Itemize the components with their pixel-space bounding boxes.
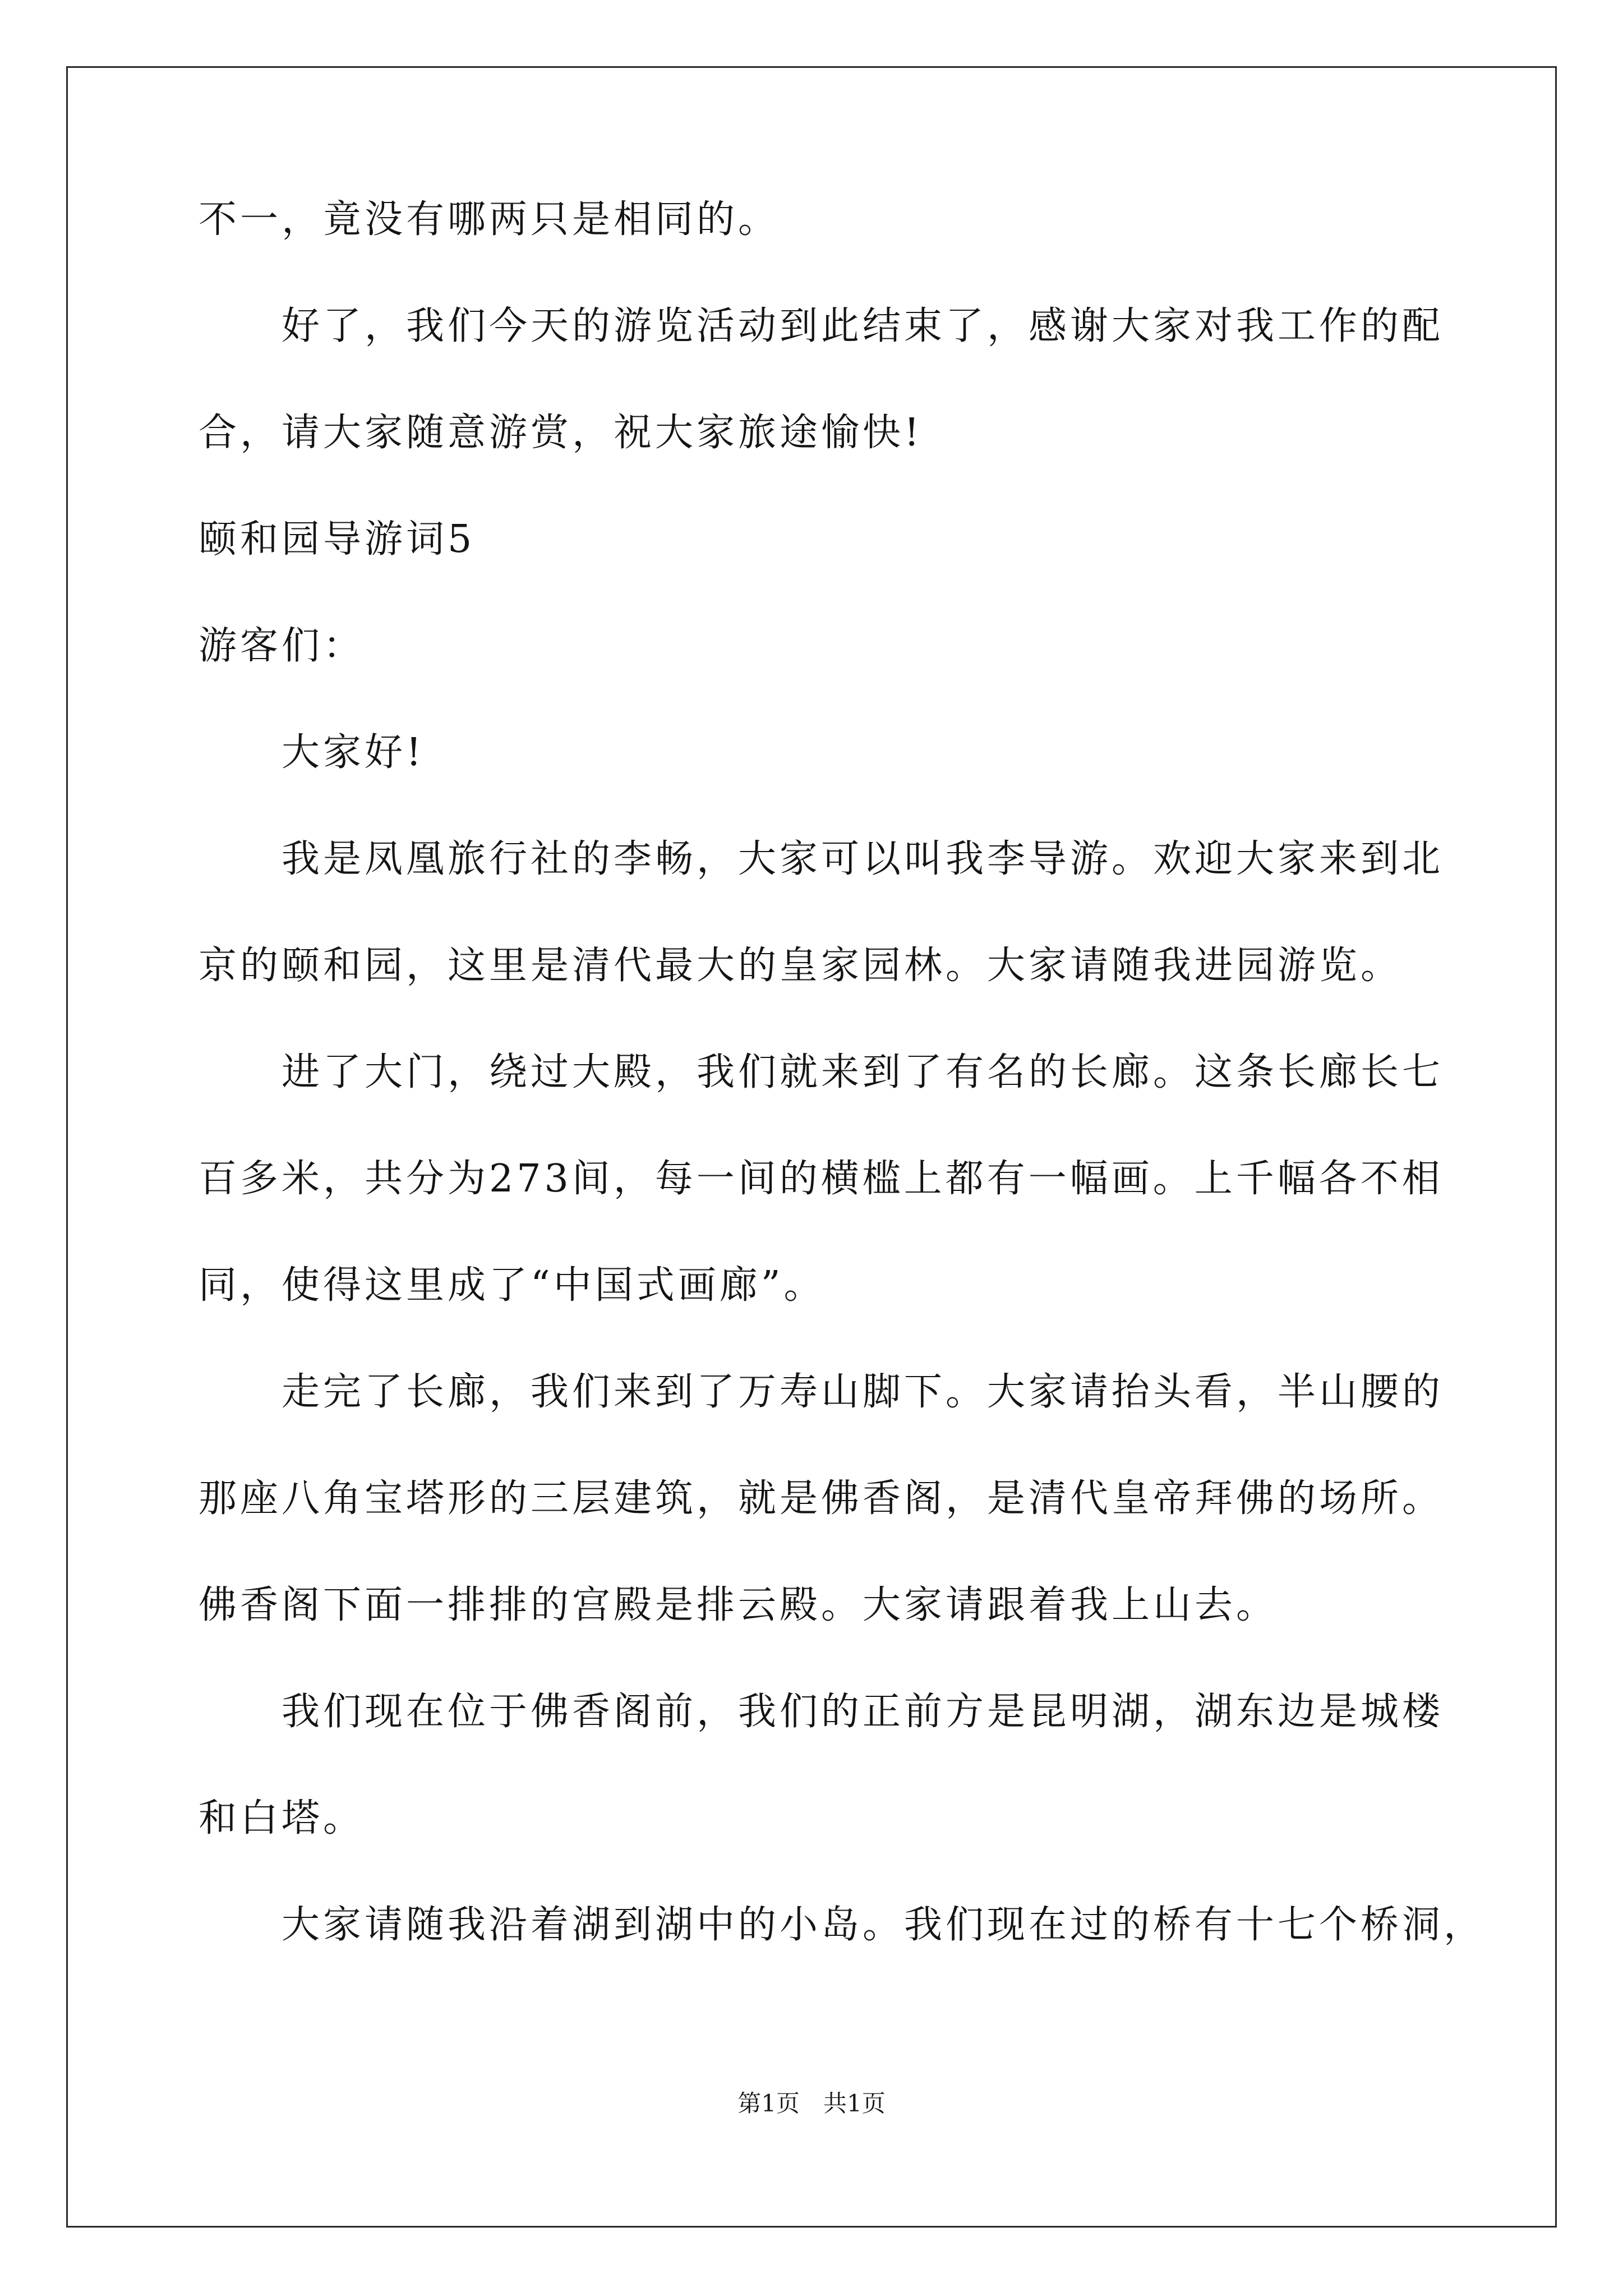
page-footer: 第1页 共1页	[737, 2090, 886, 2117]
paragraph-line: 百多米，共分为273间，每一间的横槛上都有一幅画。上千幅各不相	[199, 1157, 1444, 1201]
paragraph-line: 合，请大家随意游赏，祝大家旅途愉快!	[199, 411, 923, 455]
paragraph-line: 走完了长廊，我们来到了万寿山脚下。大家请抬头看，半山腰的	[282, 1370, 1444, 1414]
paragraph-line: 大家好!	[282, 730, 425, 775]
paragraph-line: 大家请随我沿着湖到湖中的小岛。我们现在过的桥有十七个桥洞，	[282, 1903, 1486, 1947]
paragraph-line: 佛香阁下面一排排的宫殿是排云殿。大家请跟着我上山去。	[199, 1583, 1278, 1627]
paragraph-line: 我是凤凰旅行社的李畅，大家可以叫我李导游。欢迎大家来到北	[282, 837, 1444, 881]
paragraph-line: 我们现在位于佛香阁前，我们的正前方是昆明湖，湖东边是城楼	[282, 1690, 1444, 1734]
greeting-line: 游客们：	[199, 624, 365, 668]
paragraph-line: 同，使得这里成了“中国式画廊”。	[199, 1263, 826, 1308]
paragraph-line: 好了，我们今天的游览活动到此结束了，感谢大家对我工作的配	[282, 304, 1444, 348]
section-title: 颐和园导游词5	[199, 517, 476, 562]
paragraph-line: 和白塔。	[199, 1796, 365, 1841]
paragraph-line: 那座八角宝塔形的三层建筑，就是佛香阁，是清代皇帝拜佛的场所。	[199, 1476, 1444, 1521]
paragraph-line: 进了大门，绕过大殿，我们就来到了有名的长廊。这条长廊长七	[282, 1050, 1444, 1094]
paragraph-line: 京的颐和园，这里是清代最大的皇家园林。大家请随我进园游览。	[199, 944, 1403, 988]
paragraph-line: 不一，竟没有哪两只是相同的。	[199, 197, 780, 242]
